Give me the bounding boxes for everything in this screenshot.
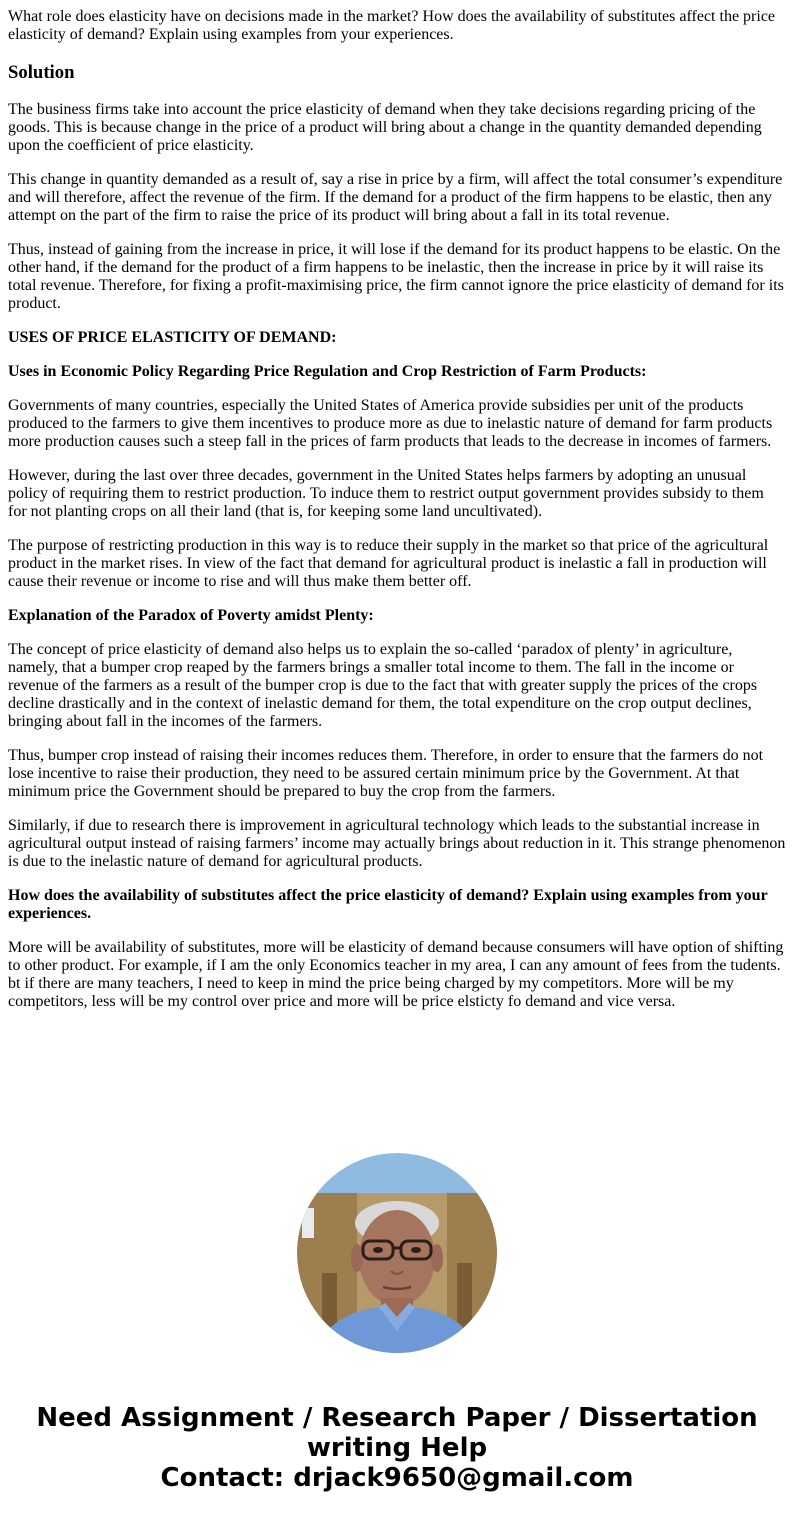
paragraph-9: Similarly, if due to research there is improvement in agricultural technology which leads to the substantial increase in agricultural output instead of raising farmers’ income may actually brings about reduction in it. This strange phenomenon is due to the inelastic nature of demand for agricultural products. <box>8 817 786 870</box>
footer-line-1: Need Assignment / Research Paper / Dissertation <box>36 1403 758 1433</box>
paragraph-1: The business firms take into account the price elasticity of demand when they take decisions regarding pricing of the goods. This is because change in the price of a product will bring about a change in the quantity demanded depending upon the coefficient of price elasticity. <box>8 101 762 154</box>
paragraph-6: The purpose of restricting production in this way is to reduce their supply in the market so that price of the agricultural product in the market rises. In view of the fact that demand for agricultural product is inelastic a fall in production will cause their revenue or income to rise and will thus make them better off. <box>8 537 769 590</box>
paragraph-7: The concept of price elasticity of demand also helps us to explain the so-called ‘paradox of plenty’ in agriculture, namely, that a bumper crop reaped by the farmers brings a smaller total income to them. The fall in the income or revenue of the farmers as a result of the bumper crop is due to the fact that with greater supply the prices of the crops decline drastically and in the context of inelastic demand for them, the total expenditure on the crop output declines, bringing about fall in the incomes of the farmers. <box>8 641 758 730</box>
heading-policy: Uses in Economic Policy Regarding Price Regulation and Crop Restriction of Farm Products: <box>8 363 647 380</box>
paragraph-2: This change in quantity demanded as a result of, say a rise in price by a firm, will affect the total consumer’s expenditure and will therefore, affect the revenue of the firm. If the demand for a product of the firm happens to be elastic, then any attempt on the part of the firm to raise the price of its product will bring about a fall in its total revenue. <box>8 171 783 224</box>
footer-contact: Contact: drjack9650@gmail.com <box>160 1463 634 1493</box>
heading-paradox: Explanation of the Paradox of Poverty amidst Plenty: <box>8 607 374 624</box>
author-portrait-icon <box>297 1153 497 1353</box>
paragraph-8: Thus, bumper crop instead of raising their incomes reduces them. Therefore, in order to ensure that the farmers do not lose incentive to raise their production, they need to be assured certain minimum price by the Government. At that minimum price the Government should be prepared to buy the crop from the farmers. <box>8 747 764 800</box>
help-footer <box>0 1403 794 1493</box>
paragraph-3: Thus, instead of gaining from the increase in price, it will lose if the demand for its product happens to be elastic. On the other hand, if the demand for the product of a firm happens to be inelastic, then the increase in price by it will raise its total revenue. Therefore, for fixing a profit-maximising price, the firm cannot ignore the price elasticity of demand for its product. <box>8 241 784 312</box>
question-text: What role does elasticity have on decisions made in the market? How does the availability of substitutes affect the price elasticity of demand? Explain using examples from your experiences. <box>8 8 776 43</box>
paragraph-4: Governments of many countries, especially the United States of America provide subsidies per unit of the products produced to the farmers to give them incentives to produce more as due to inelastic nature of demand for farm products more production causes such a steep fall in the prices of farm products that leads to the decrease in incomes of farmers. <box>8 397 773 450</box>
heading-uses: USES OF PRICE ELASTICITY OF DEMAND: <box>8 329 337 346</box>
heading-substitutes: How does the availability of substitutes affect the price elasticity of demand? Explain using examples from your experiences. <box>8 887 768 922</box>
paragraph-10: More will be availability of substitutes, more will be elasticity of demand because consumers will have option of shifting to other product. For example, if I am the only Economics teacher in my area, I can any amount of fees from the tudents. bt if there are many teachers, I need to keep in mind the price being charged by my competitors. More will be my competitors, less will be my control over price and more will be price elsticty fo demand and vice versa. <box>8 939 784 1010</box>
footer-line-2: writing Help <box>306 1433 488 1463</box>
paragraph-5: However, during the last over three decades, government in the United States helps farmers by adopting an unusual policy of requiring them to restrict production. To induce them to restrict output government provides subsidy to them for not planting crops on all their land (that is, for keeping some land uncultivated). <box>8 467 764 520</box>
solution-heading: Solution <box>8 62 75 83</box>
author-avatar <box>297 1153 497 1353</box>
